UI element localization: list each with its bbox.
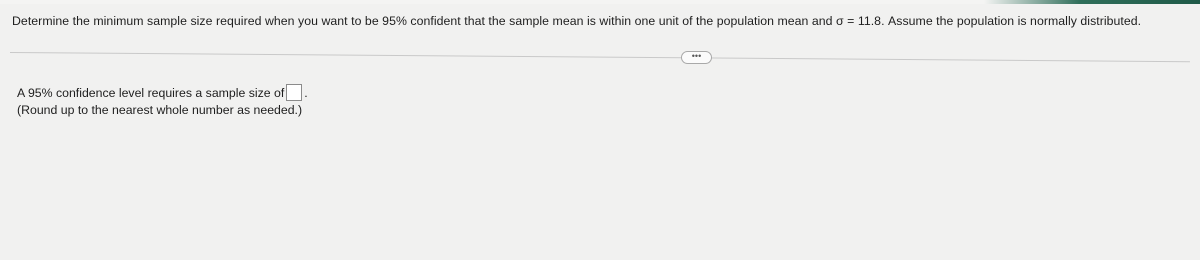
answer-prompt: A 95% confidence level requires a sample size of [17,85,285,100]
ellipsis-icon: ••• [691,51,702,61]
sample-size-input[interactable] [286,84,302,101]
section-divider [10,52,1190,62]
answer-line [17,84,308,101]
more-options-button[interactable] [681,51,712,64]
answer-suffix: . [304,85,308,100]
header-accent-bar [0,0,1200,4]
question-text: Determine the minimum sample size required when you want to be 95% confident that the sample mean is within one unit of the population mean and σ = 11.8. Assume the population is normally distributed. [12,14,1142,28]
rounding-instruction: (Round up to the nearest whole number as needed.) [17,103,303,117]
